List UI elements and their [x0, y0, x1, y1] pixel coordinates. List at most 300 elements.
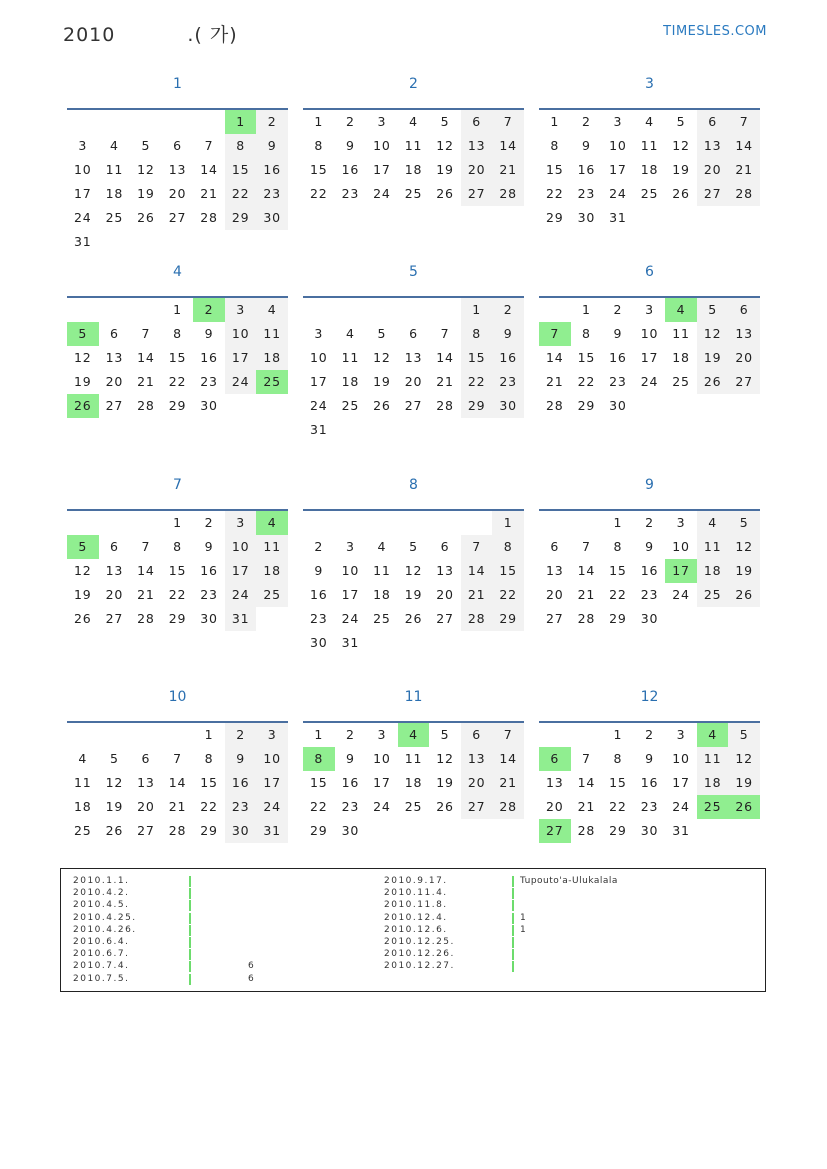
- day-cell: 20: [546, 587, 564, 602]
- day-empty: [130, 298, 162, 322]
- day-empty: [303, 511, 335, 535]
- day-cell: 17: [640, 350, 659, 365]
- day-cell: 20: [105, 587, 124, 602]
- day-cell: 1: [613, 727, 623, 742]
- day-cell: 13: [546, 563, 564, 578]
- day-cell: 6: [461, 110, 493, 134]
- day-cell: 27: [105, 398, 124, 413]
- day-cell: 8: [461, 322, 493, 346]
- day-cell: 3: [78, 138, 88, 153]
- legend-row: [73, 936, 137, 948]
- month-name: 11: [404, 689, 423, 705]
- day-cell: 20: [137, 799, 155, 814]
- day-cell: 19: [728, 559, 760, 583]
- month-name: 10: [168, 689, 187, 705]
- day-cell: 10: [640, 326, 659, 341]
- day-empty: [67, 723, 99, 747]
- day-cell: 11: [256, 535, 288, 559]
- day-cell: 11: [256, 322, 288, 346]
- day-cell: 19: [105, 799, 124, 814]
- day-cell: 11: [697, 747, 729, 771]
- day-cell: 1: [204, 727, 214, 742]
- day-cell: 1: [314, 114, 324, 129]
- holiday-legend: [60, 868, 766, 992]
- day-cell: 12: [672, 138, 690, 153]
- legend-date: 2010.6.7.: [73, 949, 130, 960]
- day-cell: 4: [409, 114, 418, 129]
- day-cell: 27: [461, 795, 493, 819]
- legend-row: [384, 924, 527, 936]
- legend-date: 2010.12.27.: [384, 961, 455, 972]
- day-cell: 12: [728, 747, 760, 771]
- day-cell: 22: [609, 799, 627, 814]
- day-cell: 17: [256, 771, 288, 795]
- day-cell: 21: [492, 158, 524, 182]
- holiday-cell: 25: [697, 795, 729, 819]
- day-cell: 8: [492, 535, 524, 559]
- day-cell: 31: [225, 607, 257, 631]
- day-cell: 29: [546, 210, 564, 225]
- day-cell: 28: [200, 210, 218, 225]
- month-name: 1: [173, 76, 182, 92]
- title-year: 2010: [63, 24, 116, 46]
- day-cell: 22: [609, 587, 627, 602]
- day-cell: 30: [577, 210, 596, 225]
- title-country: .( 가): [187, 24, 238, 46]
- month-3: [539, 74, 760, 225]
- day-cell: 8: [173, 326, 182, 341]
- day-cell: 25: [404, 186, 423, 201]
- day-cell: 4: [78, 751, 88, 766]
- legend-row: [73, 973, 255, 985]
- day-cell: 9: [645, 751, 654, 766]
- holiday-cell: 25: [256, 370, 288, 394]
- day-cell: 25: [105, 210, 124, 225]
- day-cell: 1: [173, 515, 182, 530]
- day-empty: [398, 298, 430, 322]
- day-cell: 16: [640, 563, 659, 578]
- day-cell: 15: [492, 559, 524, 583]
- day-cell: 5: [141, 138, 151, 153]
- day-cell: 3: [676, 727, 686, 742]
- month-5: [303, 262, 524, 437]
- day-cell: 13: [546, 775, 564, 790]
- day-cell: 8: [314, 138, 324, 153]
- day-cell: 17: [341, 587, 360, 602]
- day-cell: 11: [74, 775, 92, 790]
- legend-marker: [512, 949, 514, 960]
- day-cell: 16: [492, 346, 524, 370]
- day-cell: 26: [105, 823, 124, 838]
- day-cell: 26: [672, 186, 690, 201]
- day-cell: 28: [137, 398, 155, 413]
- month-9: [539, 475, 760, 626]
- day-cell: 24: [373, 799, 391, 814]
- day-cell: 17: [225, 559, 257, 583]
- day-cell: 16: [577, 162, 596, 177]
- day-cell: 13: [461, 134, 493, 158]
- day-cell: 16: [609, 350, 627, 365]
- day-cell: 29: [609, 823, 627, 838]
- legend-date: 2010.4.25.: [73, 912, 137, 923]
- day-cell: 18: [341, 374, 360, 389]
- day-cell: 29: [461, 394, 493, 418]
- day-cell: 12: [436, 751, 454, 766]
- day-cell: 27: [404, 398, 423, 413]
- day-cell: 22: [200, 799, 218, 814]
- legend-date: 2010.4.26.: [73, 924, 137, 935]
- day-cell: 3: [676, 515, 686, 530]
- day-cell: 25: [404, 799, 423, 814]
- day-cell: 28: [168, 823, 187, 838]
- day-cell: 5: [440, 114, 450, 129]
- day-cell: 19: [697, 346, 729, 370]
- legend-column-right: [384, 875, 618, 973]
- month-grid: [539, 721, 760, 843]
- day-cell: 25: [256, 583, 288, 607]
- day-cell: 14: [200, 162, 218, 177]
- day-cell: 29: [168, 611, 187, 626]
- day-cell: 6: [550, 539, 560, 554]
- day-cell: 21: [728, 158, 760, 182]
- day-cell: 17: [225, 346, 257, 370]
- day-cell: 25: [640, 186, 659, 201]
- day-cell: 30: [341, 823, 360, 838]
- day-cell: 13: [404, 350, 423, 365]
- day-cell: 14: [461, 559, 493, 583]
- day-cell: 9: [204, 539, 214, 554]
- day-cell: 7: [440, 326, 450, 341]
- legend-row: [384, 948, 455, 960]
- day-empty: [67, 110, 99, 134]
- day-cell: 22: [168, 587, 187, 602]
- day-cell: 19: [74, 374, 92, 389]
- day-cell: 19: [436, 162, 454, 177]
- legend-marker: [512, 913, 514, 924]
- day-cell: 28: [546, 398, 564, 413]
- holiday-cell: 2: [193, 298, 225, 322]
- month-grid: [303, 721, 524, 843]
- month-grid: [67, 108, 288, 254]
- day-cell: 27: [461, 182, 493, 206]
- month-4: [67, 262, 288, 413]
- day-cell: 23: [492, 370, 524, 394]
- day-cell: 24: [640, 374, 659, 389]
- day-cell: 22: [225, 182, 257, 206]
- day-cell: 15: [200, 775, 218, 790]
- day-cell: 9: [314, 563, 324, 578]
- day-cell: 7: [492, 110, 524, 134]
- day-cell: 25: [697, 583, 729, 607]
- day-cell: 20: [728, 346, 760, 370]
- day-cell: 7: [728, 110, 760, 134]
- day-cell: 12: [74, 350, 92, 365]
- holiday-cell: 4: [665, 298, 697, 322]
- day-cell: 16: [310, 587, 328, 602]
- day-cell: 4: [109, 138, 119, 153]
- day-cell: 20: [168, 186, 187, 201]
- day-cell: 6: [141, 751, 151, 766]
- day-cell: 4: [377, 539, 387, 554]
- day-cell: 12: [728, 535, 760, 559]
- day-cell: 15: [310, 162, 328, 177]
- day-cell: 14: [492, 134, 524, 158]
- legend-row: [384, 899, 455, 911]
- day-cell: 2: [645, 515, 654, 530]
- month-7: [67, 475, 288, 626]
- holiday-cell: 8: [303, 747, 335, 771]
- day-cell: 2: [256, 110, 288, 134]
- day-cell: 8: [581, 326, 591, 341]
- day-cell: 20: [697, 158, 729, 182]
- legend-column-left: [73, 875, 255, 985]
- day-cell: 27: [436, 611, 454, 626]
- day-cell: 26: [373, 398, 391, 413]
- legend-date: 2010.4.5.: [73, 900, 130, 911]
- day-cell: 1: [550, 114, 560, 129]
- day-cell: 30: [492, 394, 524, 418]
- day-cell: 10: [310, 350, 328, 365]
- day-cell: 14: [577, 775, 596, 790]
- day-cell: 18: [697, 771, 729, 795]
- day-cell: 30: [640, 823, 659, 838]
- day-cell: 23: [200, 587, 218, 602]
- day-cell: 27: [728, 370, 760, 394]
- day-cell: 2: [225, 723, 257, 747]
- day-cell: 9: [492, 322, 524, 346]
- legend-row: [384, 875, 618, 887]
- day-cell: 18: [373, 587, 391, 602]
- day-cell: 29: [577, 398, 596, 413]
- day-cell: 6: [109, 326, 119, 341]
- legend-date: 2010.12.26.: [384, 949, 455, 960]
- legend-row: [384, 936, 455, 948]
- day-empty: [429, 298, 461, 322]
- day-cell: 21: [461, 583, 493, 607]
- day-cell: 4: [697, 511, 729, 535]
- day-cell: 6: [109, 539, 119, 554]
- day-cell: 11: [341, 350, 360, 365]
- day-cell: 8: [550, 138, 560, 153]
- month-grid: [539, 296, 760, 418]
- day-cell: 6: [728, 298, 760, 322]
- day-cell: 13: [436, 563, 454, 578]
- month-grid: [303, 509, 524, 655]
- day-cell: 11: [404, 138, 423, 153]
- day-cell: 5: [409, 539, 418, 554]
- day-cell: 20: [404, 374, 423, 389]
- day-cell: 28: [492, 795, 524, 819]
- day-cell: 5: [440, 727, 450, 742]
- day-cell: 6: [461, 723, 493, 747]
- month-grid: [303, 296, 524, 442]
- day-cell: 26: [137, 210, 155, 225]
- day-cell: 7: [141, 326, 151, 341]
- day-empty: [130, 110, 162, 134]
- legend-date: 2010.12.4.: [384, 912, 448, 923]
- day-cell: 15: [609, 563, 627, 578]
- legend-holiday-name: Tupouto'a-Ulukalala: [520, 876, 618, 886]
- day-cell: 2: [581, 114, 591, 129]
- day-cell: 29: [168, 398, 187, 413]
- legend-date: 2010.1.1.: [73, 876, 130, 886]
- day-cell: 21: [492, 771, 524, 795]
- month-12: [539, 687, 760, 838]
- day-cell: 25: [672, 374, 690, 389]
- day-cell: 3: [225, 298, 257, 322]
- legend-holiday-name: 1: [520, 912, 527, 923]
- day-empty: [99, 723, 131, 747]
- day-cell: 7: [173, 751, 182, 766]
- day-cell: 25: [373, 611, 391, 626]
- legend-row: [73, 899, 137, 911]
- day-cell: 11: [640, 138, 659, 153]
- day-cell: 11: [373, 563, 391, 578]
- day-cell: 13: [105, 350, 124, 365]
- day-empty: [571, 511, 603, 535]
- legend-date: 2010.4.2.: [73, 888, 130, 899]
- day-cell: 14: [137, 350, 155, 365]
- month-name: 12: [640, 689, 659, 705]
- day-cell: 16: [640, 775, 659, 790]
- day-cell: 31: [341, 635, 360, 650]
- month-name: 4: [173, 264, 182, 280]
- day-empty: [461, 511, 493, 535]
- day-cell: 13: [105, 563, 124, 578]
- day-cell: 21: [577, 587, 596, 602]
- day-cell: 8: [173, 539, 182, 554]
- legend-holiday-name: 6: [248, 973, 255, 984]
- day-cell: 23: [200, 374, 218, 389]
- month-name: 6: [645, 264, 654, 280]
- day-cell: 24: [341, 611, 360, 626]
- day-cell: 14: [168, 775, 187, 790]
- legend-row: [73, 887, 137, 899]
- day-empty: [99, 110, 131, 134]
- day-empty: [130, 511, 162, 535]
- day-cell: 22: [310, 799, 328, 814]
- day-cell: 26: [74, 611, 92, 626]
- legend-date: 2010.7.5.: [73, 973, 130, 984]
- legend-marker: [189, 925, 191, 936]
- day-cell: 4: [256, 298, 288, 322]
- day-cell: 15: [225, 158, 257, 182]
- day-cell: 31: [256, 819, 288, 843]
- day-empty: [366, 298, 398, 322]
- day-cell: 20: [461, 771, 493, 795]
- day-empty: [335, 511, 367, 535]
- day-cell: 3: [256, 723, 288, 747]
- month-name: 9: [645, 477, 654, 493]
- day-cell: 23: [310, 611, 328, 626]
- day-cell: 27: [137, 823, 155, 838]
- holiday-cell: 5: [67, 322, 99, 346]
- day-cell: 17: [74, 186, 92, 201]
- day-cell: 17: [672, 775, 690, 790]
- day-cell: 20: [436, 587, 454, 602]
- day-cell: 3: [345, 539, 355, 554]
- day-cell: 20: [461, 158, 493, 182]
- day-empty: [67, 298, 99, 322]
- day-cell: 14: [728, 134, 760, 158]
- day-cell: 6: [409, 326, 418, 341]
- day-cell: 30: [200, 398, 218, 413]
- day-cell: 27: [105, 611, 124, 626]
- legend-date: 2010.12.25.: [384, 936, 455, 947]
- day-cell: 6: [440, 539, 450, 554]
- day-cell: 2: [314, 539, 324, 554]
- legend-marker: [189, 876, 191, 887]
- legend-marker: [512, 925, 514, 936]
- day-empty: [539, 511, 571, 535]
- day-cell: 13: [728, 322, 760, 346]
- month-10: [67, 687, 288, 838]
- month-name: 2: [409, 76, 418, 92]
- brand-logo[interactable]: TIMESLES.COM: [663, 24, 767, 39]
- day-cell: 1: [613, 515, 623, 530]
- day-cell: 6: [697, 110, 729, 134]
- day-cell: 10: [373, 751, 391, 766]
- day-cell: 25: [74, 823, 92, 838]
- day-cell: 5: [697, 298, 729, 322]
- day-cell: 16: [200, 563, 218, 578]
- day-cell: 26: [697, 370, 729, 394]
- legend-marker: [189, 949, 191, 960]
- day-cell: 14: [577, 563, 596, 578]
- day-cell: 1: [461, 298, 493, 322]
- day-cell: 7: [581, 539, 591, 554]
- day-cell: 5: [377, 326, 387, 341]
- day-empty: [99, 511, 131, 535]
- day-cell: 23: [640, 587, 659, 602]
- day-cell: 22: [492, 583, 524, 607]
- day-cell: 24: [225, 583, 257, 607]
- legend-marker: [512, 961, 514, 972]
- day-cell: 7: [492, 723, 524, 747]
- month-name: 5: [409, 264, 418, 280]
- day-cell: 24: [672, 587, 690, 602]
- day-empty: [130, 723, 162, 747]
- day-cell: 1: [492, 511, 524, 535]
- month-8: [303, 475, 524, 650]
- day-cell: 28: [492, 182, 524, 206]
- day-cell: 11: [672, 326, 690, 341]
- day-empty: [99, 298, 131, 322]
- day-cell: 10: [225, 322, 257, 346]
- day-cell: 10: [256, 747, 288, 771]
- day-cell: 18: [672, 350, 690, 365]
- legend-marker: [189, 888, 191, 899]
- day-cell: 24: [609, 186, 627, 201]
- day-cell: 10: [341, 563, 360, 578]
- day-cell: 22: [310, 186, 328, 201]
- day-cell: 11: [404, 751, 423, 766]
- holiday-cell: 4: [697, 723, 729, 747]
- day-cell: 28: [577, 611, 596, 626]
- day-cell: 18: [74, 799, 92, 814]
- month-grid: [303, 108, 524, 206]
- day-cell: 19: [74, 587, 92, 602]
- day-cell: 7: [141, 539, 151, 554]
- day-cell: 17: [373, 775, 391, 790]
- day-cell: 10: [373, 138, 391, 153]
- day-cell: 7: [204, 138, 214, 153]
- day-cell: 2: [345, 727, 355, 742]
- day-cell: 28: [436, 398, 454, 413]
- day-cell: 23: [341, 186, 360, 201]
- legend-marker: [189, 974, 191, 985]
- day-cell: 7: [581, 751, 591, 766]
